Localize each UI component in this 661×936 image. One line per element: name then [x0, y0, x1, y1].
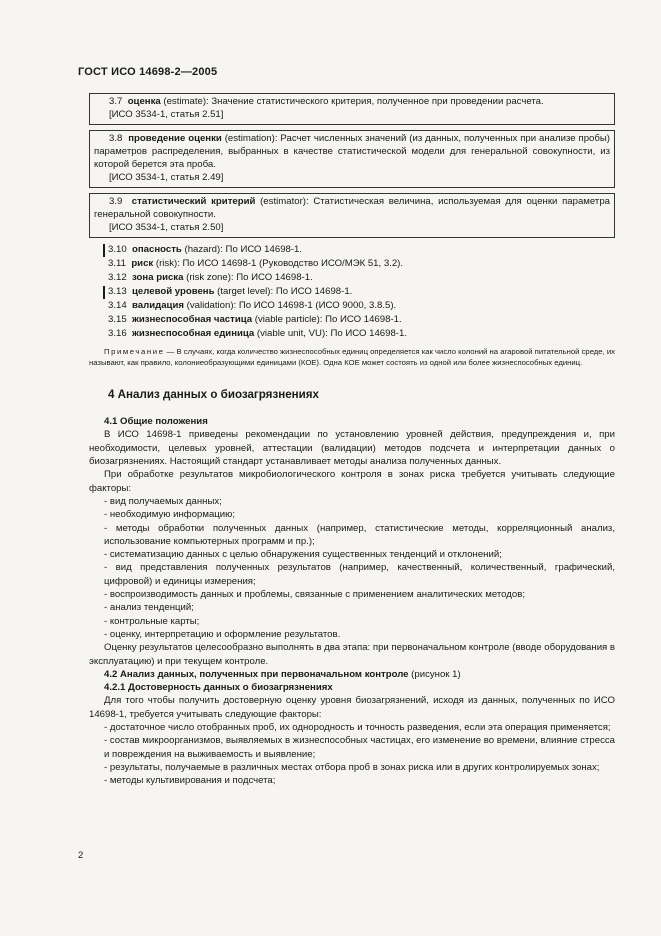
list-item: - достаточное число отобранных проб, их однородность и точность разведения, если эта операция применяется; [104, 721, 611, 733]
definition-body: (estimate): Значение статистического критерия, полученное при проведении расчета. [160, 96, 544, 107]
definition-text [94, 195, 610, 222]
figure-reference: (рисунок 1) [408, 668, 461, 680]
subsection-heading-4-2-1: 4.2.1 Достоверность данных о биозагрязнениях [104, 682, 333, 694]
term-number: 3.15 [108, 313, 127, 325]
definition-number: 3.8 [109, 132, 123, 144]
section-heading: 4 Анализ данных о биозагрязнениях [108, 387, 320, 401]
list-item: - систематизацию данных с целью обнаружения существенных тенденций и отклонений; [104, 549, 502, 561]
list-item: - контрольные карты; [104, 615, 200, 627]
term-text: (viable unit, VU): По ИСО 14698-1. [254, 327, 408, 339]
definition-body: (estimator): Статистическая величина, используемая для оценки параметра генеральной совокупности. [94, 195, 610, 221]
page-number: 2 [78, 850, 84, 861]
list-item: - методы обработки полученных данных (например, статистические методы, корреляционный анализ, использование компьютерных программ и пр.); [104, 522, 615, 547]
factors-list-2 [89, 721, 615, 787]
note-text: — В случаях, когда количество жизнеспособных единиц определяется как число колоний на агаровой питательной среде, их называют, как правило, колониеобразующими единицами (КОЕ). Одна КОЕ может состоять из одной или более жизнеспособных единиц. [89, 346, 615, 368]
term-item-3-14 [89, 299, 615, 313]
list-item: - воспроизводимость данных и проблемы, связанные с применением аналитических методов; [104, 589, 525, 601]
term-text: (risk zone): По ИСО 14698-1. [183, 271, 313, 283]
term-number: 3.10 [108, 243, 127, 255]
list-item: - оценку, интерпретацию и оформление результатов. [104, 628, 341, 640]
list-item: - необходимую информацию; [104, 509, 236, 521]
document-header: ГОСТ ИСО 14698-2—2005 [78, 66, 218, 78]
paragraph: Для того чтобы получить достоверную оценку уровня биозагрязнений, исходя из данных, полученных по ИСО 14698-1, требуется учитывать следующие факторы: [89, 695, 615, 720]
definition-reference: [ИСО 3534-1, статья 2.50] [109, 222, 224, 234]
term-name: зона риска [132, 271, 184, 283]
term-number: 3.16 [108, 327, 127, 339]
terms-list [89, 243, 615, 341]
subsection-title: 4.2 Анализ данных, полученных при первоначальном контроле [104, 668, 409, 680]
term-number: 3.14 [108, 299, 127, 311]
definition-box-3-7 [89, 93, 615, 125]
term-text: (viable particle): По ИСО 14698-1. [252, 313, 402, 325]
list-item: - вид получаемых данных; [104, 495, 222, 507]
term-item-3-16 [89, 327, 615, 341]
note [89, 346, 615, 369]
definition-body: (estimation): Расчет численных значений (из данных, полученных при анализе пробы) параметров распределения, выбранных в качестве статистической модели для генеральной совокупности, из которой берется эта проба. [94, 132, 610, 171]
definition-term: оценка [127, 96, 161, 107]
term-text: (target level): По ИСО 14698-1. [214, 285, 353, 297]
term-name: жизнеспособная частица [132, 313, 253, 325]
term-text: (risk): По ИСО 14698-1 (Руководство ИСО/МЭК 51, 3.2). [153, 257, 404, 269]
term-item-3-11 [89, 257, 615, 271]
term-name: целевой уровень [132, 285, 215, 297]
term-name: валидация [132, 299, 184, 311]
page-content [89, 93, 615, 787]
term-text: (hazard): По ИСО 14698-1. [181, 243, 303, 255]
list-item: - методы культивирования и подсчета; [104, 775, 276, 787]
definition-text [94, 132, 610, 172]
definition-number: 3.7 [109, 96, 123, 107]
paragraph: При обработке результатов микробиологического контроля в зонах риска требуется учитывать следующие факторы: [89, 469, 615, 494]
definition-text [94, 95, 610, 108]
term-item-3-12 [89, 271, 615, 285]
term-text: (validation): По ИСО 14698-1 (ИСО 9000, 3.8.5). [183, 299, 397, 311]
definition-number: 3.9 [109, 195, 123, 207]
list-item: - состав микроорганизмов, выявляемых в жизнеспособных частицах, его изменение во времени, влияние стресса и повреждения на выживаемость и выявление; [104, 735, 615, 760]
definition-box-3-8 [89, 130, 615, 188]
definition-term: статистический критерий [131, 195, 256, 207]
term-item-3-13 [89, 285, 615, 299]
term-name: жизнеспособная единица [132, 327, 255, 339]
definition-box-3-9 [89, 193, 615, 238]
term-number: 3.13 [108, 285, 127, 297]
term-name: риск [131, 257, 154, 269]
definition-reference: [ИСО 3534-1, статья 2.49] [109, 172, 224, 184]
definition-reference: [ИСО 3534-1, статья 2.51] [109, 109, 224, 121]
factors-list [89, 495, 615, 641]
paragraph: В ИСО 14698-1 приведены рекомендации по установлению уровней действия, предупреждения и, при необходимости, целевых уровней, аттестации (валидации) методов подсчета и интерпретации данных о биозагрязнениях. Настоящий стандарт устанавливает методы анализа полученных данных. [89, 429, 615, 468]
subsection-heading-4-1: 4.1 Общие положения [104, 416, 208, 428]
term-item-3-10 [89, 243, 615, 257]
definition-term: проведение оценки [128, 132, 222, 144]
term-name: опасность [132, 243, 182, 255]
change-bar [103, 244, 105, 257]
list-item: - анализ тенденций; [104, 602, 194, 614]
paragraph: Оценку результатов целесообразно выполнять в два этапа: при первоначальном контроле (вводе оборудования в эксплуатацию) и при текущем контроле. [89, 642, 616, 667]
note-label: Примечание [104, 346, 165, 356]
term-number: 3.12 [108, 271, 127, 283]
term-number: 3.11 [108, 257, 126, 269]
term-item-3-15 [89, 313, 615, 327]
change-bar [103, 286, 105, 299]
list-item: - результаты, получаемые в различных местах отбора проб в зонах риска или в других контролируемых зонах; [104, 761, 600, 773]
list-item: - вид представления полученных результатов (например, качественный, количественный, графический, цифровой) и единицы измерения; [104, 562, 615, 587]
subsection-heading-4-2 [89, 668, 615, 681]
